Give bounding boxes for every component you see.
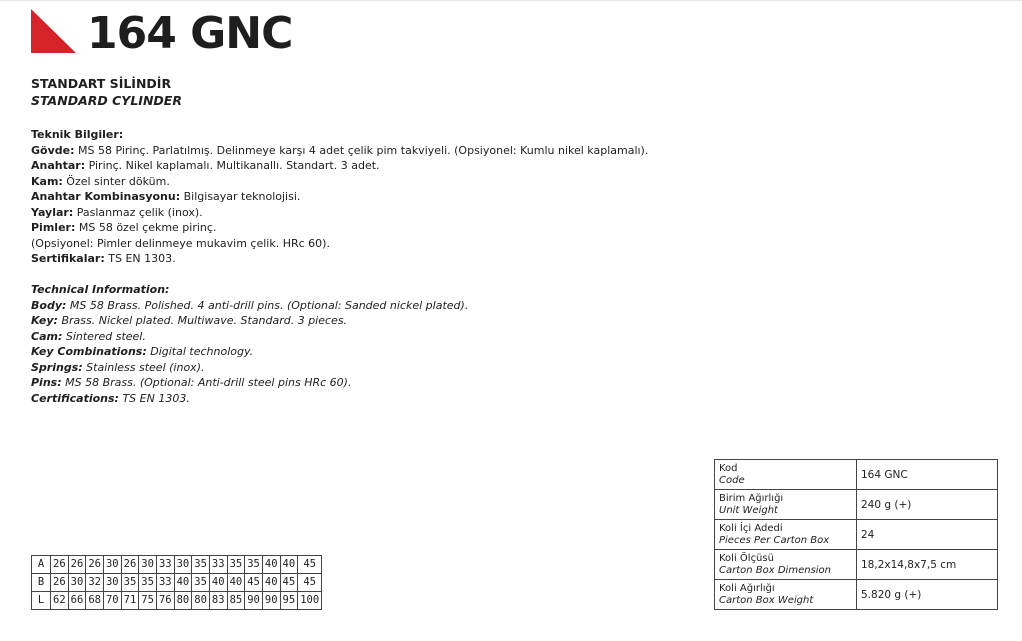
size-cell: 33 [156, 556, 174, 574]
size-cell: 40 [280, 556, 298, 574]
technical-info-turkish [31, 127, 648, 267]
technical-info-english [31, 282, 468, 406]
size-table [31, 555, 322, 610]
info-label-turkish: Kod [719, 462, 738, 474]
spec-line [31, 344, 468, 360]
size-cell: 30 [103, 574, 121, 592]
info-value-cell: 5.820 g (+) [857, 580, 998, 610]
spec-text: Digital technology. [146, 345, 254, 358]
info-value-cell: 18,2x14,8x7,5 cm [857, 550, 998, 580]
size-cell: 68 [86, 592, 104, 610]
size-cell: 30 [103, 556, 121, 574]
info-label-turkish: Birim Ağırlığı [719, 492, 784, 504]
info-label-cell [715, 550, 857, 580]
spec-line [31, 236, 648, 252]
size-cell: 45 [245, 574, 263, 592]
product-info-table [714, 459, 998, 610]
size-cell: 66 [68, 592, 86, 610]
size-cell: 35 [121, 574, 139, 592]
size-cell: 30 [68, 574, 86, 592]
spec-text: Sintered steel. [62, 329, 146, 343]
size-cell: 95 [280, 592, 298, 610]
spec-label: Gövde: [31, 143, 75, 157]
spec-text: MS 58 Brass. (Optional: Anti-drill steel pins HRc 60). [61, 376, 352, 389]
size-cell: 35 [192, 574, 210, 592]
spec-line [31, 329, 468, 345]
spec-text: Pirinç. Nikel kaplamalı. Multikanallı. Standart. 3 adet. [85, 159, 380, 172]
spec-text: TS EN 1303. [104, 252, 176, 265]
size-cell: 80 [174, 592, 192, 610]
size-row-label: A [32, 556, 51, 574]
size-cell: 26 [51, 556, 69, 574]
spec-label: Yaylar: [31, 205, 74, 219]
spec-text: Paslanmaz çelik (inox). [73, 205, 203, 219]
spec-text: Stainless steel (inox). [82, 360, 205, 374]
info-label-english: Unit Weight [719, 504, 778, 516]
info-row [715, 520, 998, 550]
size-cell: 35 [245, 556, 263, 574]
spec-label: Sertifikalar: [31, 252, 105, 265]
spec-label: Certifications: [31, 391, 119, 405]
subtitle-turkish: STANDART SİLİNDİR [31, 76, 172, 91]
spec-line [31, 158, 648, 174]
spec-text: MS 58 Brass. Polished. 4 anti-drill pins. (Optional: Sanded nickel plated). [66, 298, 469, 312]
spec-text: Özel sinter döküm. [62, 174, 170, 188]
spec-line [31, 143, 648, 159]
size-row-label: L [32, 592, 51, 610]
size-cell: 90 [245, 592, 263, 610]
size-row [32, 556, 322, 574]
spec-heading: Technical Information: [31, 283, 170, 296]
size-row [32, 592, 322, 610]
spec-heading: Teknik Bilgiler: [31, 128, 124, 141]
subtitle-english: STANDARD CYLINDER [31, 93, 182, 108]
size-cell: 40 [262, 574, 280, 592]
info-label-english: Pieces Per Carton Box [719, 534, 830, 546]
size-cell: 76 [156, 592, 174, 610]
info-row [715, 550, 998, 580]
info-label-english: Carton Box Dimension [719, 564, 832, 576]
size-cell: 26 [51, 574, 69, 592]
info-label-turkish: Koli Ölçüsü [719, 552, 774, 564]
size-cell: 70 [103, 592, 121, 610]
brand-triangle-logo [31, 9, 76, 53]
size-cell: 90 [262, 592, 280, 610]
info-row [715, 490, 998, 520]
size-cell: 30 [174, 556, 192, 574]
size-row [32, 574, 322, 592]
size-cell: 40 [227, 574, 245, 592]
info-row [715, 460, 998, 490]
size-cell: 35 [139, 574, 157, 592]
size-cell: 33 [156, 574, 174, 592]
info-label-cell [715, 580, 857, 610]
spec-line [31, 298, 468, 314]
size-cell: 26 [121, 556, 139, 574]
info-label-turkish: Koli İçi Adedi [719, 522, 783, 534]
spec-label: Key Combinations: [31, 345, 147, 358]
size-cell: 45 [280, 574, 298, 592]
size-cell: 26 [86, 556, 104, 574]
spec-text: MS 58 özel çekme pirinç. [75, 221, 217, 234]
spec-label: Key: [31, 314, 58, 327]
spec-text: TS EN 1303. [118, 391, 190, 405]
spec-line [31, 174, 648, 190]
size-cell: 71 [121, 592, 139, 610]
spec-line [31, 391, 468, 407]
size-cell: 100 [298, 592, 322, 610]
size-cell: 26 [68, 556, 86, 574]
spec-label: Anahtar Kombinasyonu: [31, 190, 181, 203]
info-label-turkish: Koli Ağırlığı [719, 582, 775, 594]
size-cell: 33 [209, 556, 227, 574]
size-cell: 62 [51, 592, 69, 610]
spec-text: Brass. Nickel plated. Multiwave. Standard. 3 pieces. [57, 314, 348, 327]
spec-label: Anahtar: [31, 159, 86, 172]
spec-text: Bilgisayar teknolojisi. [180, 190, 301, 203]
page-top-border [0, 0, 1022, 1]
size-cell: 83 [209, 592, 227, 610]
spec-text: (Opsiyonel: Pimler delinmeye mukavim çelik. HRc 60). [31, 236, 330, 250]
spec-line [31, 375, 468, 391]
spec-line [31, 313, 468, 329]
info-label-english: Code [719, 474, 745, 486]
size-cell: 45 [298, 574, 322, 592]
info-label-cell [715, 490, 857, 520]
size-cell: 35 [192, 556, 210, 574]
spec-line [31, 251, 648, 267]
size-cell: 75 [139, 592, 157, 610]
spec-label: Springs: [31, 360, 83, 374]
spec-label: Kam: [31, 174, 63, 188]
info-label-cell [715, 460, 857, 490]
size-cell: 32 [86, 574, 104, 592]
info-row [715, 580, 998, 610]
spec-label: Pimler: [31, 221, 76, 234]
size-cell: 40 [209, 574, 227, 592]
spec-text: MS 58 Pirinç. Parlatılmış. Delinmeye karşı 4 adet çelik pim takviyeli. (Opsiyonel: Kumlu nikel kaplamalı). [74, 143, 649, 157]
size-row-label: B [32, 574, 51, 592]
size-cell: 40 [262, 556, 280, 574]
info-value-cell: 164 GNC [857, 460, 998, 490]
spec-label: Pins: [31, 376, 62, 389]
spec-label: Body: [31, 298, 67, 312]
size-cell: 40 [174, 574, 192, 592]
spec-line [31, 220, 648, 236]
info-label-english: Carton Box Weight [719, 594, 814, 606]
spec-line [31, 189, 648, 205]
spec-line [31, 360, 468, 376]
size-cell: 30 [139, 556, 157, 574]
info-label-cell [715, 520, 857, 550]
size-cell: 45 [298, 556, 322, 574]
info-value-cell: 24 [857, 520, 998, 550]
size-cell: 85 [227, 592, 245, 610]
product-title: 164 GNC [87, 8, 293, 59]
spec-line [31, 205, 648, 221]
info-value-cell: 240 g (+) [857, 490, 998, 520]
spec-label: Cam: [31, 329, 63, 343]
size-cell: 35 [227, 556, 245, 574]
size-cell: 80 [192, 592, 210, 610]
